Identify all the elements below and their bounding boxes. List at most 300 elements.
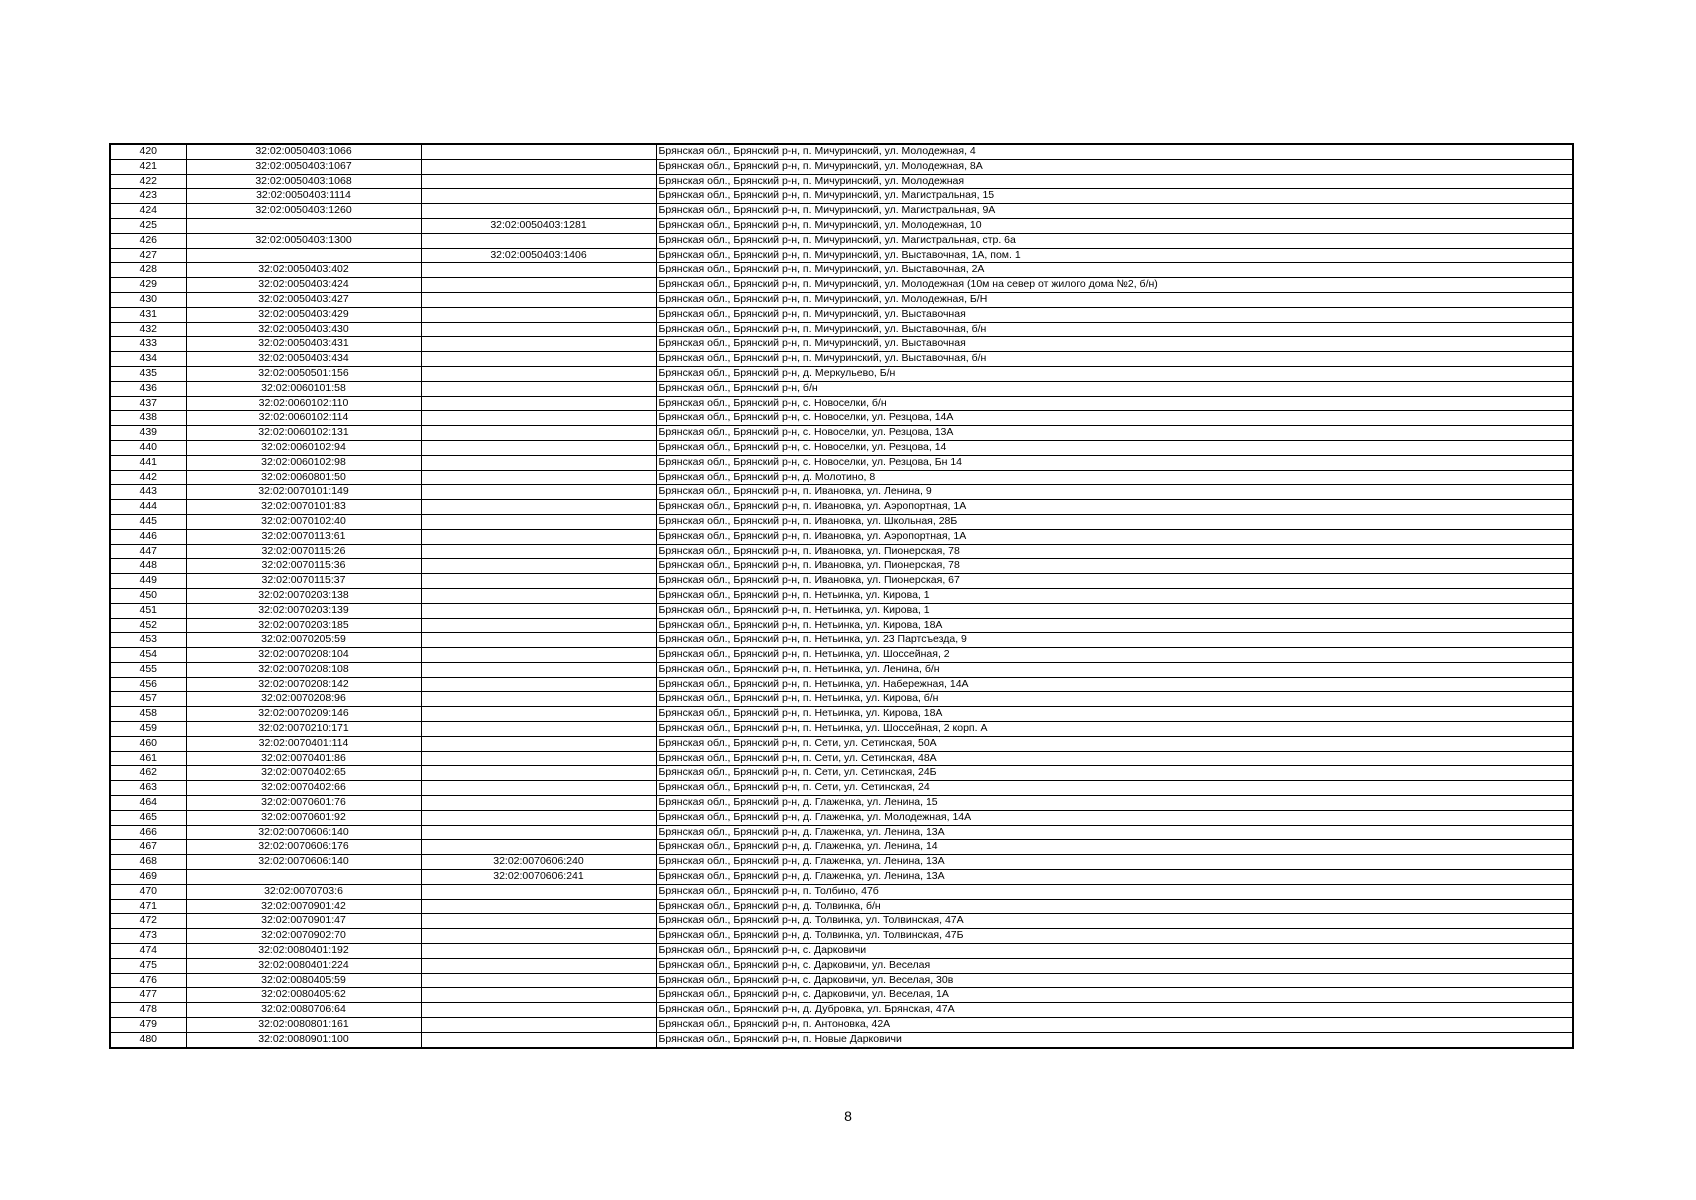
table-row xyxy=(110,944,1573,959)
cadastral-number-secondary-cell: 32:02:0070606:240 xyxy=(421,855,656,870)
cadastral-number-secondary-cell xyxy=(421,736,656,751)
table-row xyxy=(110,559,1573,574)
row-number-cell: 440 xyxy=(110,440,186,455)
table-row xyxy=(110,1003,1573,1018)
cadastral-number-secondary-cell xyxy=(421,899,656,914)
table-row xyxy=(110,426,1573,441)
cadastral-number-secondary-cell xyxy=(421,973,656,988)
address-cell: Брянская обл., Брянский р-н, д. Глаженка, ул. Ленина, 14 xyxy=(656,840,1573,855)
address-cell: Брянская обл., Брянский р-н, с. Дарковичи, ул. Веселая, 1А xyxy=(656,988,1573,1003)
cadastral-number-cell: 32:02:0060101:58 xyxy=(186,381,421,396)
cadastral-number-secondary-cell xyxy=(421,159,656,174)
table-row xyxy=(110,736,1573,751)
address-cell: Брянская обл., Брянский р-н, б/н xyxy=(656,381,1573,396)
table-row xyxy=(110,307,1573,322)
address-cell: Брянская обл., Брянский р-н, д. Меркульево, Б/н xyxy=(656,366,1573,381)
address-cell: Брянская обл., Брянский р-н, п. Сети, ул. Сетинская, 48А xyxy=(656,751,1573,766)
row-number-cell: 472 xyxy=(110,914,186,929)
cadastral-number-secondary-cell xyxy=(421,1003,656,1018)
table-row xyxy=(110,781,1573,796)
cadastral-number-cell: 32:02:0080706:64 xyxy=(186,1003,421,1018)
table-row xyxy=(110,396,1573,411)
cadastral-number-cell: 32:02:0050403:402 xyxy=(186,263,421,278)
address-cell: Брянская обл., Брянский р-н, д. Дубровка, ул. Брянская, 47А xyxy=(656,1003,1573,1018)
cadastral-number-secondary-cell xyxy=(421,204,656,219)
cadastral-number-secondary-cell xyxy=(421,914,656,929)
address-cell: Брянская обл., Брянский р-н, п. Нетьинка, ул. Ленина, б/н xyxy=(656,662,1573,677)
table-row xyxy=(110,825,1573,840)
address-cell: Брянская обл., Брянский р-н, с. Дарковичи xyxy=(656,944,1573,959)
row-number-cell: 471 xyxy=(110,899,186,914)
table-row xyxy=(110,455,1573,470)
address-cell: Брянская обл., Брянский р-н, п. Мичуринский, ул. Молодежная, 4 xyxy=(656,144,1573,159)
cadastral-number-secondary-cell xyxy=(421,455,656,470)
cadastral-number-secondary-cell xyxy=(421,707,656,722)
address-cell: Брянская обл., Брянский р-н, п. Мичуринский, ул. Выставочная, б/н xyxy=(656,322,1573,337)
cadastral-number-cell: 32:02:0050403:1067 xyxy=(186,159,421,174)
address-cell: Брянская обл., Брянский р-н, п. Нетьинка, ул. Шоссейная, 2 корп. А xyxy=(656,722,1573,737)
row-number-cell: 430 xyxy=(110,292,186,307)
cadastral-number-cell: 32:02:0070210:171 xyxy=(186,722,421,737)
cadastral-number-secondary-cell xyxy=(421,1018,656,1033)
cadastral-number-secondary-cell xyxy=(421,574,656,589)
address-cell: Брянская обл., Брянский р-н, п. Ивановка, ул. Аэропортная, 1А xyxy=(656,500,1573,515)
row-number-cell: 473 xyxy=(110,929,186,944)
cadastral-number-secondary-cell xyxy=(421,603,656,618)
table-row xyxy=(110,233,1573,248)
cadastral-number-secondary-cell xyxy=(421,307,656,322)
cadastral-number-cell: 32:02:0070601:76 xyxy=(186,796,421,811)
table-row xyxy=(110,899,1573,914)
address-cell: Брянская обл., Брянский р-н, с. Дарковичи, ул. Веселая, 30в xyxy=(656,973,1573,988)
cadastral-number-secondary-cell xyxy=(421,692,656,707)
row-number-cell: 421 xyxy=(110,159,186,174)
address-cell: Брянская обл., Брянский р-н, п. Ивановка, ул. Пионерская, 78 xyxy=(656,544,1573,559)
table-row xyxy=(110,1032,1573,1047)
row-number-cell: 429 xyxy=(110,278,186,293)
row-number-cell: 441 xyxy=(110,455,186,470)
cadastral-number-cell: 32:02:0060102:110 xyxy=(186,396,421,411)
address-cell: Брянская обл., Брянский р-н, п. Мичуринский, ул. Молодежная, Б/Н xyxy=(656,292,1573,307)
table-row xyxy=(110,810,1573,825)
cadastral-number-cell: 32:02:0080401:224 xyxy=(186,958,421,973)
address-cell: Брянская обл., Брянский р-н, п. Мичуринский, ул. Молодежная, 8А xyxy=(656,159,1573,174)
cadastral-number-secondary-cell xyxy=(421,485,656,500)
address-cell: Брянская обл., Брянский р-н, п. Мичуринский, ул. Выставочная, 2А xyxy=(656,263,1573,278)
table-row xyxy=(110,618,1573,633)
address-cell: Брянская обл., Брянский р-н, п. Нетьинка, ул. Шоссейная, 2 xyxy=(656,648,1573,663)
address-cell: Брянская обл., Брянский р-н, п. Нетьинка, ул. Кирова, 1 xyxy=(656,588,1573,603)
address-cell: Брянская обл., Брянский р-н, п. Толбино, 47б xyxy=(656,884,1573,899)
address-cell: Брянская обл., Брянский р-н, п. Мичуринский, ул. Выставочная, 1А, пом. 1 xyxy=(656,248,1573,263)
row-number-cell: 426 xyxy=(110,233,186,248)
row-number-cell: 439 xyxy=(110,426,186,441)
cadastral-number-secondary-cell xyxy=(421,470,656,485)
cadastral-number-secondary-cell xyxy=(421,751,656,766)
cadastral-number-secondary-cell xyxy=(421,648,656,663)
cadastral-number-cell: 32:02:0070401:86 xyxy=(186,751,421,766)
table-row xyxy=(110,144,1573,159)
row-number-cell: 435 xyxy=(110,366,186,381)
table-row xyxy=(110,248,1573,263)
address-cell: Брянская обл., Брянский р-н, д. Глаженка, ул. Молодежная, 14А xyxy=(656,810,1573,825)
cadastral-number-secondary-cell xyxy=(421,662,656,677)
row-number-cell: 479 xyxy=(110,1018,186,1033)
cadastral-number-secondary-cell xyxy=(421,278,656,293)
cadastral-number-cell: 32:02:0050403:1114 xyxy=(186,189,421,204)
row-number-cell: 453 xyxy=(110,633,186,648)
table-row xyxy=(110,633,1573,648)
address-cell: Брянская обл., Брянский р-н, п. Нетьинка, ул. Кирова, 1 xyxy=(656,603,1573,618)
address-cell: Брянская обл., Брянский р-н, п. Мичуринский, ул. Магистральная, стр. 6а xyxy=(656,233,1573,248)
cadastral-number-cell: 32:02:0070606:176 xyxy=(186,840,421,855)
cadastral-number-cell: 32:02:0050403:429 xyxy=(186,307,421,322)
address-cell: Брянская обл., Брянский р-н, п. Сети, ул. Сетинская, 24Б xyxy=(656,766,1573,781)
address-cell: Брянская обл., Брянский р-н, п. Сети, ул. Сетинская, 50А xyxy=(656,736,1573,751)
table-row xyxy=(110,440,1573,455)
address-cell: Брянская обл., Брянский р-н, д. Глаженка, ул. Ленина, 13А xyxy=(656,855,1573,870)
cadastral-number-cell: 32:02:0070901:47 xyxy=(186,914,421,929)
address-cell: Брянская обл., Брянский р-н, п. Ивановка, ул. Аэропортная, 1А xyxy=(656,529,1573,544)
cadastral-number-cell: 32:02:0070601:92 xyxy=(186,810,421,825)
table-row xyxy=(110,292,1573,307)
cadastral-number-cell: 32:02:0080401:192 xyxy=(186,944,421,959)
row-number-cell: 443 xyxy=(110,485,186,500)
address-cell: Брянская обл., Брянский р-н, п. Мичуринский, ул. Магистральная, 9А xyxy=(656,204,1573,219)
row-number-cell: 475 xyxy=(110,958,186,973)
table-row xyxy=(110,662,1573,677)
cadastral-number-cell: 32:02:0050403:1066 xyxy=(186,144,421,159)
address-cell: Брянская обл., Брянский р-н, с. Новоселки, ул. Резцова, Бн 14 xyxy=(656,455,1573,470)
row-number-cell: 433 xyxy=(110,337,186,352)
cadastral-number-cell: 32:02:0070402:65 xyxy=(186,766,421,781)
cadastral-number-secondary-cell xyxy=(421,840,656,855)
cadastral-number-cell: 32:02:0070208:142 xyxy=(186,677,421,692)
cadastral-number-secondary-cell xyxy=(421,426,656,441)
table-row xyxy=(110,485,1573,500)
address-cell: Брянская обл., Брянский р-н, п. Мичуринский, ул. Молодежная xyxy=(656,174,1573,189)
cadastral-number-cell: 32:02:0070401:114 xyxy=(186,736,421,751)
row-number-cell: 431 xyxy=(110,307,186,322)
table-row xyxy=(110,529,1573,544)
cadastral-number-cell: 32:02:0050403:424 xyxy=(186,278,421,293)
cadastral-number-secondary-cell xyxy=(421,766,656,781)
cadastral-number-cell: 32:02:0070102:40 xyxy=(186,514,421,529)
row-number-cell: 477 xyxy=(110,988,186,1003)
row-number-cell: 442 xyxy=(110,470,186,485)
table-row xyxy=(110,988,1573,1003)
table-row xyxy=(110,840,1573,855)
cadastral-number-secondary-cell xyxy=(421,796,656,811)
row-number-cell: 462 xyxy=(110,766,186,781)
table-row xyxy=(110,722,1573,737)
table-row xyxy=(110,278,1573,293)
row-number-cell: 458 xyxy=(110,707,186,722)
cadastral-number-secondary-cell xyxy=(421,929,656,944)
cadastral-number-cell: 32:02:0050501:156 xyxy=(186,366,421,381)
cadastral-number-secondary-cell xyxy=(421,189,656,204)
address-cell: Брянская обл., Брянский р-н, п. Нетьинка, ул. Набережная, 14А xyxy=(656,677,1573,692)
table-row xyxy=(110,603,1573,618)
row-number-cell: 424 xyxy=(110,204,186,219)
page-number: 8 xyxy=(844,1108,852,1124)
row-number-cell: 436 xyxy=(110,381,186,396)
cadastral-number-cell: 32:02:0070402:66 xyxy=(186,781,421,796)
table-row xyxy=(110,677,1573,692)
row-number-cell: 452 xyxy=(110,618,186,633)
cadastral-number-cell: 32:02:0070113:61 xyxy=(186,529,421,544)
cadastral-number-cell: 32:02:0060102:131 xyxy=(186,426,421,441)
row-number-cell: 474 xyxy=(110,944,186,959)
address-cell: Брянская обл., Брянский р-н, с. Новоселки, ул. Резцова, 13А xyxy=(656,426,1573,441)
row-number-cell: 459 xyxy=(110,722,186,737)
address-cell: Брянская обл., Брянский р-н, с. Дарковичи, ул. Веселая xyxy=(656,958,1573,973)
row-number-cell: 463 xyxy=(110,781,186,796)
row-number-cell: 451 xyxy=(110,603,186,618)
cadastral-number-cell: 32:02:0080901:100 xyxy=(186,1032,421,1047)
cadastral-number-cell xyxy=(186,870,421,885)
row-number-cell: 428 xyxy=(110,263,186,278)
address-cell: Брянская обл., Брянский р-н, п. Нетьинка, ул. Кирова, 18А xyxy=(656,618,1573,633)
address-cell: Брянская обл., Брянский р-н, п. Мичуринский, ул. Молодежная, 10 xyxy=(656,218,1573,233)
address-cell: Брянская обл., Брянский р-н, д. Толвинка, ул. Толвинская, 47Б xyxy=(656,929,1573,944)
address-cell: Брянская обл., Брянский р-н, п. Мичуринский, ул. Молодежная (10м на север от жилого дома №2, б/н) xyxy=(656,278,1573,293)
row-number-cell: 464 xyxy=(110,796,186,811)
cadastral-number-cell: 32:02:0050403:431 xyxy=(186,337,421,352)
cadastral-number-cell xyxy=(186,218,421,233)
address-cell: Брянская обл., Брянский р-н, д. Молотино, 8 xyxy=(656,470,1573,485)
row-number-cell: 461 xyxy=(110,751,186,766)
table-row xyxy=(110,796,1573,811)
cadastral-number-secondary-cell xyxy=(421,633,656,648)
table-row xyxy=(110,648,1573,663)
address-cell: Брянская обл., Брянский р-н, с. Новоселки, б/н xyxy=(656,396,1573,411)
cadastral-number-secondary-cell xyxy=(421,958,656,973)
table-row xyxy=(110,322,1573,337)
address-cell: Брянская обл., Брянский р-н, с. Новоселки, ул. Резцова, 14 xyxy=(656,440,1573,455)
table-row xyxy=(110,929,1573,944)
cadastral-number-cell: 32:02:0070901:42 xyxy=(186,899,421,914)
row-number-cell: 455 xyxy=(110,662,186,677)
row-number-cell: 480 xyxy=(110,1032,186,1047)
cadastral-number-secondary-cell xyxy=(421,544,656,559)
table-row xyxy=(110,352,1573,367)
row-number-cell: 454 xyxy=(110,648,186,663)
cadastral-number-cell: 32:02:0070606:140 xyxy=(186,825,421,840)
cadastral-number-cell: 32:02:0070203:139 xyxy=(186,603,421,618)
table-row xyxy=(110,855,1573,870)
table-row xyxy=(110,366,1573,381)
row-number-cell: 460 xyxy=(110,736,186,751)
table-row xyxy=(110,337,1573,352)
cadastral-number-cell: 32:02:0050403:434 xyxy=(186,352,421,367)
cadastral-number-cell: 32:02:0050403:430 xyxy=(186,322,421,337)
cadastral-number-secondary-cell xyxy=(421,677,656,692)
cadastral-number-secondary-cell xyxy=(421,810,656,825)
address-cell: Брянская обл., Брянский р-н, п. Антоновка, 42А xyxy=(656,1018,1573,1033)
row-number-cell: 450 xyxy=(110,588,186,603)
row-number-cell: 423 xyxy=(110,189,186,204)
address-cell: Брянская обл., Брянский р-н, д. Толвинка, б/н xyxy=(656,899,1573,914)
row-number-cell: 448 xyxy=(110,559,186,574)
cadastral-number-cell xyxy=(186,248,421,263)
cadastral-number-secondary-cell xyxy=(421,884,656,899)
cadastral-number-secondary-cell: 32:02:0050403:1281 xyxy=(421,218,656,233)
row-number-cell: 449 xyxy=(110,574,186,589)
row-number-cell: 437 xyxy=(110,396,186,411)
table-row xyxy=(110,692,1573,707)
table-row xyxy=(110,958,1573,973)
address-cell: Брянская обл., Брянский р-н, п. Мичуринский, ул. Выставочная, б/н xyxy=(656,352,1573,367)
table-row xyxy=(110,500,1573,515)
cadastral-number-cell: 32:02:0080801:161 xyxy=(186,1018,421,1033)
table-row xyxy=(110,588,1573,603)
address-cell: Брянская обл., Брянский р-н, п. Ивановка, ул. Школьная, 28Б xyxy=(656,514,1573,529)
address-cell: Брянская обл., Брянский р-н, п. Мичуринский, ул. Выставочная xyxy=(656,307,1573,322)
table-row xyxy=(110,381,1573,396)
row-number-cell: 476 xyxy=(110,973,186,988)
cadastral-number-secondary-cell xyxy=(421,366,656,381)
address-cell: Брянская обл., Брянский р-н, п. Нетьинка, ул. Кирова, 18А xyxy=(656,707,1573,722)
address-cell: Брянская обл., Брянский р-н, д. Толвинка, ул. Толвинская, 47А xyxy=(656,914,1573,929)
table-row xyxy=(110,766,1573,781)
cadastral-number-cell: 32:02:0060102:114 xyxy=(186,411,421,426)
cadastral-number-cell: 32:02:0060102:98 xyxy=(186,455,421,470)
row-number-cell: 420 xyxy=(110,144,186,159)
cadastral-number-cell: 32:02:0080405:62 xyxy=(186,988,421,1003)
address-cell: Брянская обл., Брянский р-н, п. Нетьинка, ул. Кирова, б/н xyxy=(656,692,1573,707)
row-number-cell: 446 xyxy=(110,529,186,544)
cadastral-number-cell: 32:02:0050403:1068 xyxy=(186,174,421,189)
row-number-cell: 466 xyxy=(110,825,186,840)
cadastral-number-secondary-cell xyxy=(421,322,656,337)
row-number-cell: 468 xyxy=(110,855,186,870)
registry-table-body xyxy=(110,144,1573,1048)
cadastral-number-cell: 32:02:0070902:70 xyxy=(186,929,421,944)
row-number-cell: 465 xyxy=(110,810,186,825)
row-number-cell: 422 xyxy=(110,174,186,189)
table-row xyxy=(110,870,1573,885)
cadastral-number-secondary-cell xyxy=(421,618,656,633)
row-number-cell: 478 xyxy=(110,1003,186,1018)
cadastral-number-secondary-cell xyxy=(421,396,656,411)
cadastral-number-cell: 32:02:0070101:83 xyxy=(186,500,421,515)
address-cell: Брянская обл., Брянский р-н, п. Мичуринский, ул. Выставочная xyxy=(656,337,1573,352)
address-cell: Брянская обл., Брянский р-н, д. Глаженка, ул. Ленина, 15 xyxy=(656,796,1573,811)
table-row xyxy=(110,514,1573,529)
row-number-cell: 434 xyxy=(110,352,186,367)
cadastral-number-secondary-cell xyxy=(421,144,656,159)
row-number-cell: 444 xyxy=(110,500,186,515)
cadastral-number-cell: 32:02:0060102:94 xyxy=(186,440,421,455)
table-row xyxy=(110,707,1573,722)
cadastral-number-secondary-cell xyxy=(421,1032,656,1047)
table-row xyxy=(110,914,1573,929)
row-number-cell: 425 xyxy=(110,218,186,233)
table-row xyxy=(110,544,1573,559)
table-row xyxy=(110,1018,1573,1033)
row-number-cell: 432 xyxy=(110,322,186,337)
cadastral-number-secondary-cell xyxy=(421,988,656,1003)
row-number-cell: 457 xyxy=(110,692,186,707)
cadastral-number-cell: 32:02:0050403:1300 xyxy=(186,233,421,248)
address-cell: Брянская обл., Брянский р-н, п. Ивановка, ул. Пионерская, 78 xyxy=(656,559,1573,574)
cadastral-number-cell: 32:02:0070208:108 xyxy=(186,662,421,677)
table-row xyxy=(110,174,1573,189)
cadastral-number-secondary-cell xyxy=(421,352,656,367)
table-row xyxy=(110,204,1573,219)
cadastral-number-cell: 32:02:0060801:50 xyxy=(186,470,421,485)
row-number-cell: 438 xyxy=(110,411,186,426)
cadastral-number-cell: 32:02:0070115:26 xyxy=(186,544,421,559)
cadastral-number-secondary-cell xyxy=(421,263,656,278)
cadastral-number-secondary-cell xyxy=(421,440,656,455)
cadastral-number-cell: 32:02:0070209:146 xyxy=(186,707,421,722)
address-cell: Брянская обл., Брянский р-н, п. Новые Дарковичи xyxy=(656,1032,1573,1047)
cadastral-number-secondary-cell xyxy=(421,825,656,840)
cadastral-number-cell: 32:02:0080405:59 xyxy=(186,973,421,988)
address-cell: Брянская обл., Брянский р-н, д. Глаженка, ул. Ленина, 13А xyxy=(656,870,1573,885)
cadastral-number-secondary-cell xyxy=(421,559,656,574)
address-cell: Брянская обл., Брянский р-н, п. Ивановка, ул. Пионерская, 67 xyxy=(656,574,1573,589)
row-number-cell: 467 xyxy=(110,840,186,855)
cadastral-number-cell: 32:02:0050403:1260 xyxy=(186,204,421,219)
cadastral-number-cell: 32:02:0070115:36 xyxy=(186,559,421,574)
cadastral-number-cell: 32:02:0050403:427 xyxy=(186,292,421,307)
cadastral-number-secondary-cell xyxy=(421,529,656,544)
cadastral-number-secondary-cell xyxy=(421,292,656,307)
cadastral-number-cell: 32:02:0070115:37 xyxy=(186,574,421,589)
address-cell: Брянская обл., Брянский р-н, д. Глаженка, ул. Ленина, 13А xyxy=(656,825,1573,840)
cadastral-number-cell: 32:02:0070205:59 xyxy=(186,633,421,648)
table-row xyxy=(110,411,1573,426)
cadastral-number-secondary-cell xyxy=(421,588,656,603)
row-number-cell: 470 xyxy=(110,884,186,899)
row-number-cell: 445 xyxy=(110,514,186,529)
cadastral-number-cell: 32:02:0070208:96 xyxy=(186,692,421,707)
table-row xyxy=(110,751,1573,766)
row-number-cell: 447 xyxy=(110,544,186,559)
table-row xyxy=(110,973,1573,988)
cadastral-number-secondary-cell xyxy=(421,500,656,515)
cadastral-number-secondary-cell xyxy=(421,722,656,737)
cadastral-number-secondary-cell xyxy=(421,337,656,352)
cadastral-number-secondary-cell xyxy=(421,514,656,529)
cadastral-number-secondary-cell: 32:02:0070606:241 xyxy=(421,870,656,885)
table-row xyxy=(110,884,1573,899)
address-cell: Брянская обл., Брянский р-н, п. Сети, ул. Сетинская, 24 xyxy=(656,781,1573,796)
cadastral-number-secondary-cell xyxy=(421,944,656,959)
cadastral-number-secondary-cell xyxy=(421,411,656,426)
row-number-cell: 427 xyxy=(110,248,186,263)
table-row xyxy=(110,218,1573,233)
address-cell: Брянская обл., Брянский р-н, п. Нетьинка, ул. 23 Партсъезда, 9 xyxy=(656,633,1573,648)
cadastral-number-cell: 32:02:0070703:6 xyxy=(186,884,421,899)
property-registry-table xyxy=(109,143,1574,1049)
cadastral-number-secondary-cell xyxy=(421,381,656,396)
cadastral-number-cell: 32:02:0070203:138 xyxy=(186,588,421,603)
table-row xyxy=(110,159,1573,174)
table-row xyxy=(110,263,1573,278)
row-number-cell: 469 xyxy=(110,870,186,885)
cadastral-number-cell: 32:02:0070203:185 xyxy=(186,618,421,633)
cadastral-number-cell: 32:02:0070101:149 xyxy=(186,485,421,500)
row-number-cell: 456 xyxy=(110,677,186,692)
cadastral-number-cell: 32:02:0070208:104 xyxy=(186,648,421,663)
address-cell: Брянская обл., Брянский р-н, п. Ивановка, ул. Ленина, 9 xyxy=(656,485,1573,500)
cadastral-number-secondary-cell xyxy=(421,233,656,248)
cadastral-number-secondary-cell xyxy=(421,781,656,796)
